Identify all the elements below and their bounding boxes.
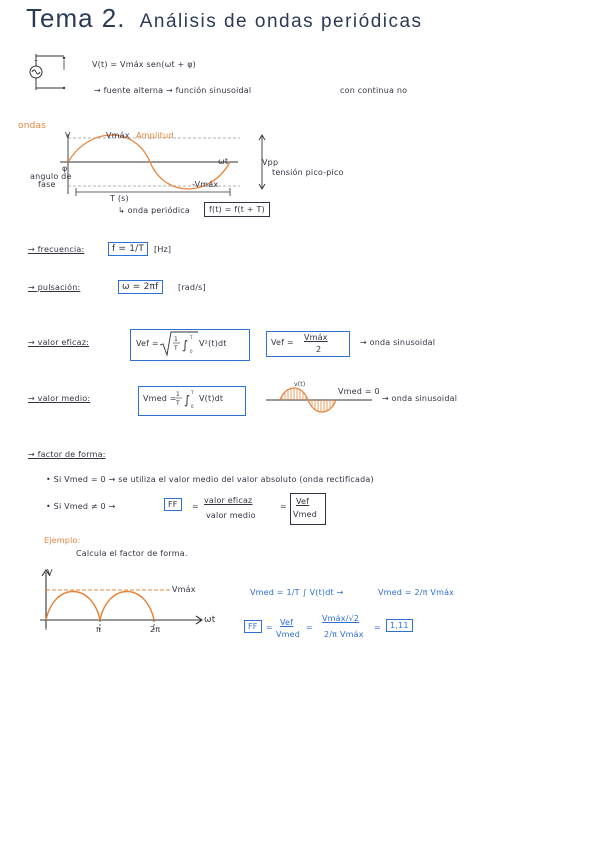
- svg-text:T: T: [174, 345, 178, 352]
- svg-text:T: T: [190, 335, 193, 340]
- ejemplo-ff-box: FF: [244, 620, 262, 633]
- frecuencia-label: [28, 245, 84, 254]
- ondas-angulo-2: fase: [38, 180, 56, 189]
- rectified-wave-diagram: [30, 568, 230, 638]
- svg-text:0: 0: [190, 349, 193, 354]
- pulsacion-label: [28, 283, 80, 292]
- title-prefix: Tema 2.: [26, 3, 126, 33]
- ejemplo-ff-eq-2: =: [306, 623, 313, 632]
- ejemplo-calc-1: Vmed = 1/T ∫ V(t)dt →: [250, 588, 344, 597]
- medio-vt: v(t): [294, 381, 306, 388]
- ondas-phi: φ: [62, 164, 68, 173]
- svg-text:T: T: [191, 390, 194, 395]
- title-text: Análisis de ondas periódicas: [139, 11, 423, 32]
- eficaz-formula2-den: 2: [316, 345, 322, 354]
- frecuencia-unit: [Hz]: [154, 245, 172, 254]
- forma-ff-den: valor medio: [206, 511, 256, 520]
- eficaz-formula-body: V²(t)dt: [199, 339, 227, 348]
- eficaz-label-text: → valor eficaz:: [28, 338, 89, 347]
- svg-text:∫: ∫: [184, 393, 191, 407]
- integral-symbol: [176, 388, 198, 410]
- medio-formula-body: V(t)dt: [199, 394, 224, 403]
- ondas-vpp-desc: tensión pico-pico: [272, 168, 344, 177]
- forma-ff-eq2: =: [280, 502, 287, 511]
- ondas-v-axis: V: [65, 131, 71, 140]
- ejemplo-ff-frac2-num: Vmáx/√2: [322, 614, 360, 623]
- medio-note: → onda sinusoidal: [382, 394, 458, 403]
- svg-text:1: 1: [174, 336, 178, 343]
- voltage-formula: V(t) = Vmáx sen(ωt + φ): [92, 60, 196, 69]
- intro-note2: con continua no: [340, 86, 408, 95]
- ejemplo-pi: π: [96, 625, 102, 634]
- ejemplo-ff-eq: =: [266, 623, 273, 632]
- sine-wave-diagram: [40, 130, 280, 210]
- forma-bullet-2: • Si Vmed ≠ 0 →: [46, 502, 116, 511]
- medio-label-text: → valor medio:: [28, 394, 91, 403]
- ondas-vmax: Vmáx: [106, 131, 130, 140]
- eficaz-formula2-num: Vmáx: [304, 333, 328, 342]
- ejemplo-ff-frac1-num: Vef: [280, 618, 294, 627]
- frecuencia-formula: f = 1/T: [108, 242, 148, 256]
- ondas-vpp: Vpp: [262, 158, 279, 167]
- ondas-periodic-note: ↳ onda periódica: [118, 206, 190, 215]
- ejemplo-ff-result: 1,11: [386, 619, 413, 632]
- ondas-neg-vmax: -Vmáx: [192, 180, 219, 189]
- ejemplo-calc-1-result: Vmed = 2/π Vmáx: [378, 588, 455, 597]
- ondas-heading: ondas: [18, 121, 47, 131]
- forma-ff-num2: Vef: [296, 497, 310, 506]
- forma-bullet-1: • Si Vmed = 0 → se utiliza el valor medio del valor absoluto (onda rectificada): [46, 475, 374, 484]
- sqrt-integral-symbol: [160, 331, 200, 357]
- ejemplo-vmax: Vmáx: [172, 585, 196, 594]
- eficaz-formula2-lhs: Vef =: [271, 338, 294, 347]
- ejemplo-v-axis: V: [47, 568, 53, 577]
- frecuencia-label-text: → frecuencia:: [28, 245, 85, 254]
- medio-label: [28, 394, 90, 403]
- forma-ff-eq: =: [192, 502, 199, 511]
- eficaz-note: → onda sinusoidal: [360, 338, 436, 347]
- ondas-amplitud: Amplitud: [136, 131, 174, 140]
- intro-note: → fuente alterna → función sinusoidal: [94, 86, 252, 95]
- eficaz-formula-lhs: Vef =: [136, 339, 159, 348]
- forma-ff-num: valor eficaz: [204, 496, 253, 505]
- ondas-wt-axis: ωt: [218, 157, 229, 166]
- ejemplo-ff-frac1-den: Vmed: [276, 630, 301, 639]
- ejemplo-two-pi: 2π: [150, 625, 161, 634]
- ejemplo-ff-eq-3: =: [374, 623, 381, 632]
- forma-label: [28, 450, 106, 459]
- svg-text:1: 1: [176, 391, 180, 398]
- ac-source-diagram: [28, 50, 68, 94]
- eficaz-label: [28, 338, 89, 347]
- medio-formula-lhs: Vmed =: [143, 394, 177, 403]
- page-title: [26, 3, 423, 34]
- pulsacion-label-text: → pulsación:: [28, 283, 81, 292]
- ejemplo-task: Calcula el factor de forma.: [76, 549, 188, 558]
- ejemplo-wt: ωt: [204, 615, 216, 625]
- svg-text:+: +: [34, 58, 39, 64]
- ondas-angulo-1: angulo de: [30, 172, 72, 181]
- pulsacion-formula: ω = 2πf: [118, 280, 163, 294]
- ondas-period: T (s): [110, 194, 129, 203]
- medio-vmed-zero: Vmed = 0: [338, 387, 380, 396]
- ondas-periodic-formula: f(t) = f(t + T): [204, 202, 270, 217]
- svg-text:∫: ∫: [182, 338, 189, 352]
- forma-ff-box: FF: [164, 498, 182, 511]
- ejemplo-ff-frac2-den: 2/π Vmáx: [324, 630, 364, 639]
- forma-ff-den2: Vmed: [293, 510, 318, 519]
- svg-text:T: T: [176, 400, 180, 407]
- pulsacion-unit: [rad/s]: [178, 283, 206, 292]
- svg-text:0: 0: [191, 404, 194, 409]
- forma-label-text: → factor de forma:: [28, 450, 106, 459]
- ejemplo-heading: Ejemplo:: [44, 536, 81, 545]
